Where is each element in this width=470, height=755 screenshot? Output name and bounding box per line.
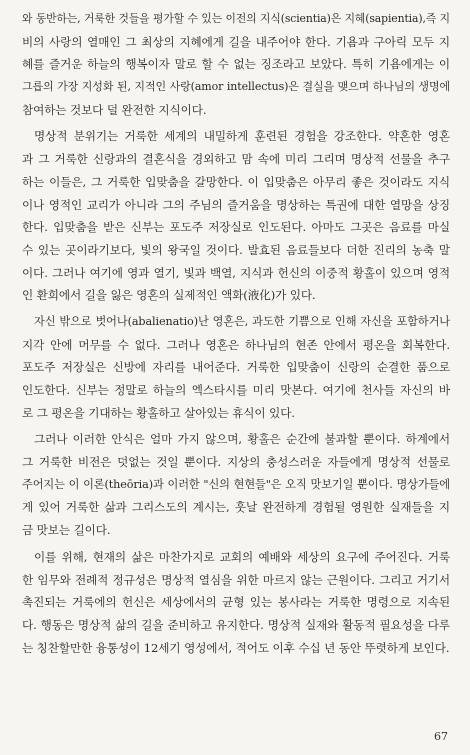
text-line: 과 그 거룩한 신랑과의 결혼식을 경외하고 맘 속에 미리 그리며 명상적 선물을 추구: [22, 152, 450, 167]
text-line: 이를 위해, 현재의 삶은 마찬가지로 교회의 예배와 세상의 요구에 주어진다. 거룩: [34, 549, 450, 564]
page-number: 67: [434, 730, 448, 743]
text-line: 지각 안에 머무를 수 없다. 그러나 영혼은 하나님의 현존 안에서 평온을 회복한다.: [22, 337, 450, 352]
text-line: 그릅의 가장 지성화 된, 지적인 사랑(amor intellectus)은 결실을 맺으며 하나님의 생명에: [22, 80, 450, 94]
text-line: 와 동반하는, 거룩한 것들을 평가할 수 있는 이전의 지식(scientia)은 지혜(sapientia),즉 지: [22, 12, 450, 25]
body-text: [22, 8, 450, 659]
paragraph-2: [22, 125, 450, 307]
text-line: 포도주 저장실은 신방에 자리를 내어준다. 거룩한 입맞춤이 신랑의 순결한 품으로: [22, 360, 450, 375]
text-line: 비의 사랑의 열매인 그 최상의 지혜에게 길을 내주어야 한다. 기욤과 구아릭 모두 지: [22, 34, 450, 49]
paragraph-5: [22, 546, 450, 659]
text-line: 인 환희에서 길을 잃은 영혼의 실제적인 액화(液化)가 있다.: [22, 288, 316, 303]
text-line: 인도한다. 신부는 정말로 하늘의 엑스타시를 미리 맛본다. 여기에 천사들 자신의 바: [22, 383, 450, 397]
text-line: 하는 이들은, 그 거룩한 입맞춤을 갈망한다. 이 입맞춤은 아무리 좋은 것이라도 지식: [22, 174, 450, 189]
text-line: 명상적 분위기는 거룩한 세계의 내밀하게 훈련된 경험을 강조한다. 약혼한 영혼: [34, 129, 450, 144]
paragraph-3: [22, 311, 450, 424]
text-line: 이다. 그러나 여기에 영과 열기, 빛과 백열, 지식과 헌신의 이중적 황홀이 있으며 영적: [22, 265, 450, 280]
text-line: 한다. 입맞춤을 받은 신부는 포도주 저장실로 인도된다. 아마도 그곳은 음료를 마실: [22, 220, 450, 235]
text-line: 촉진되는 거룩에의 헌신은 세상에서의 균형 있는 봉사라는 거룩한 명령으로 지속된: [22, 595, 450, 610]
text-line: 다. 행동은 명상적 삶의 길을 준비하고 유지한다. 명상적 실재와 활동적 필요성을 다루: [22, 617, 450, 632]
text-line: 로 그 평온을 기대하는 황홀하고 살아있는 휴식이 있다.: [22, 405, 295, 420]
text-line: 게 있어 거룩한 삶과 그리스도의 계시는, 훗날 완전하게 경험될 영원한 실재들을 지: [22, 500, 450, 515]
text-line: 그러나 이러한 안식은 얼마 가지 않으며, 황홀은 순간에 불과할 뿐이다. 하계에서: [34, 432, 450, 447]
text-line: 는 칭찬할만한 융통성이 12세기 영성에서, 적어도 이후 수십 년 동안 뚜렷하게 보인다.: [22, 640, 450, 655]
paragraph-1: [22, 8, 450, 121]
paragraph-4: [22, 428, 450, 541]
text-line: 한 임무와 전례적 정규성은 명상적 열심을 위한 마르지 않는 근원이다. 그리고 거기서: [22, 572, 450, 587]
text-line: 수 있는 곳이라기보다, 빛의 왕국일 것이다. 발효된 음료들보다 더한 진리의 농축 말: [22, 242, 450, 257]
text-line: 참여하는 것보다 덜 완전한 지식이다.: [22, 102, 207, 117]
text-line: 혜를 즐거운 하늘의 행복이자 말로 할 수 없는 징조라고 보았다. 특히 기욤에게는 이: [22, 57, 450, 72]
text-line: 자신 밖으로 벗어나(abalienatio)난 영혼은, 과도한 기쁨으로 인해 자신을 포함하거나: [34, 314, 450, 328]
text-line: 이나 영적인 교리가 아니라 그의 주님의 즐거움을 명상하는 특권에 대한 열망을 상징: [22, 197, 450, 212]
text-line: 그 거룩한 비전은 덧없는 것일 뿐이다. 지상의 충성스러운 자들에게 명상적 선물로: [22, 455, 450, 470]
text-line: 주어지는 이 이론(theōria)과 이러한 "신의 현현들"은 오직 맛보기일 뿐이다. 명상가들에: [22, 477, 450, 491]
text-line: 금 맛보는 길이다.: [22, 523, 111, 538]
